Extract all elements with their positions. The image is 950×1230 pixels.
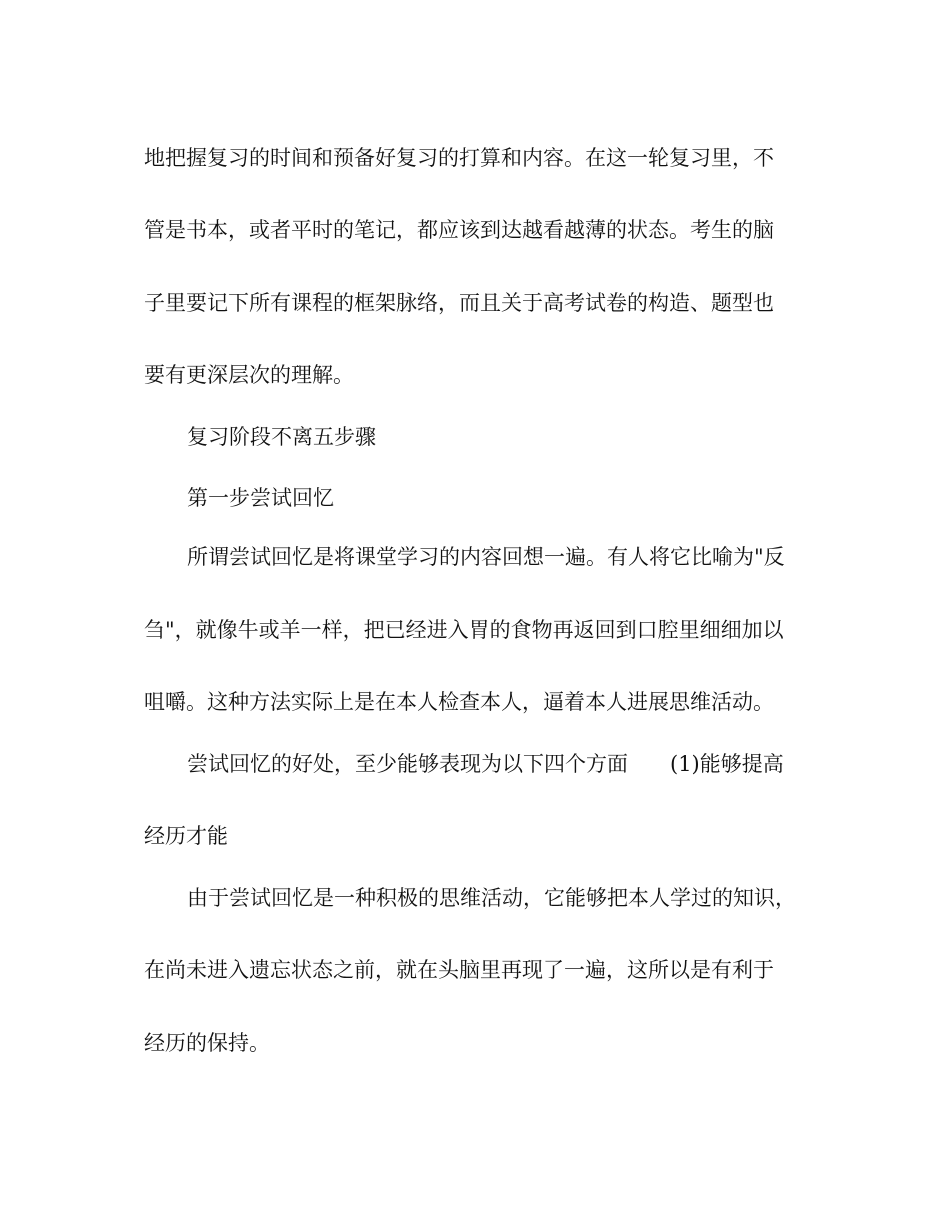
paragraph-line: 尝试回忆的好处，至少能够表现为以下四个方面 (1)能够提高: [187, 752, 784, 776]
paragraph-line: 由于尝试回忆是一种积极的思维活动，它能够把本人学过的知识，: [187, 886, 796, 910]
paragraph-line: 所谓尝试回忆是将课堂学习的内容回想一遍。有人将它比喻为"反: [187, 545, 785, 569]
paragraph-line: 经历才能: [144, 824, 228, 848]
section-heading: 复习阶段不离五步骤: [187, 425, 376, 449]
paragraph-line: 刍"，就像牛或羊一样，把已经进入胃的食物再返回到口腔里细细加以: [144, 618, 784, 642]
paragraph-line: 管是书本，或者平时的笔记，都应该到达越看越薄的状态。考生的脑: [144, 218, 774, 242]
paragraph-line: 在尚未进入遗忘状态之前，就在头脑里再现了一遍，这所以是有利于: [144, 958, 774, 982]
section-subheading: 第一步尝试回忆: [187, 486, 334, 510]
paragraph-line: 子里要记下所有课程的框架脉络，而且关于高考试卷的构造、题型也: [144, 291, 774, 315]
paragraph-line: 经历的保持。: [144, 1031, 270, 1055]
paragraph-line: 要有更深层次的理解。: [144, 363, 354, 387]
paragraph-line: 咀嚼。这种方法实际上是在本人检查本人，逼着本人进展思维活动。: [144, 690, 774, 714]
paragraph-line: 地把握复习的时间和预备好复习的打算和内容。在这一轮复习里，不: [144, 146, 774, 170]
